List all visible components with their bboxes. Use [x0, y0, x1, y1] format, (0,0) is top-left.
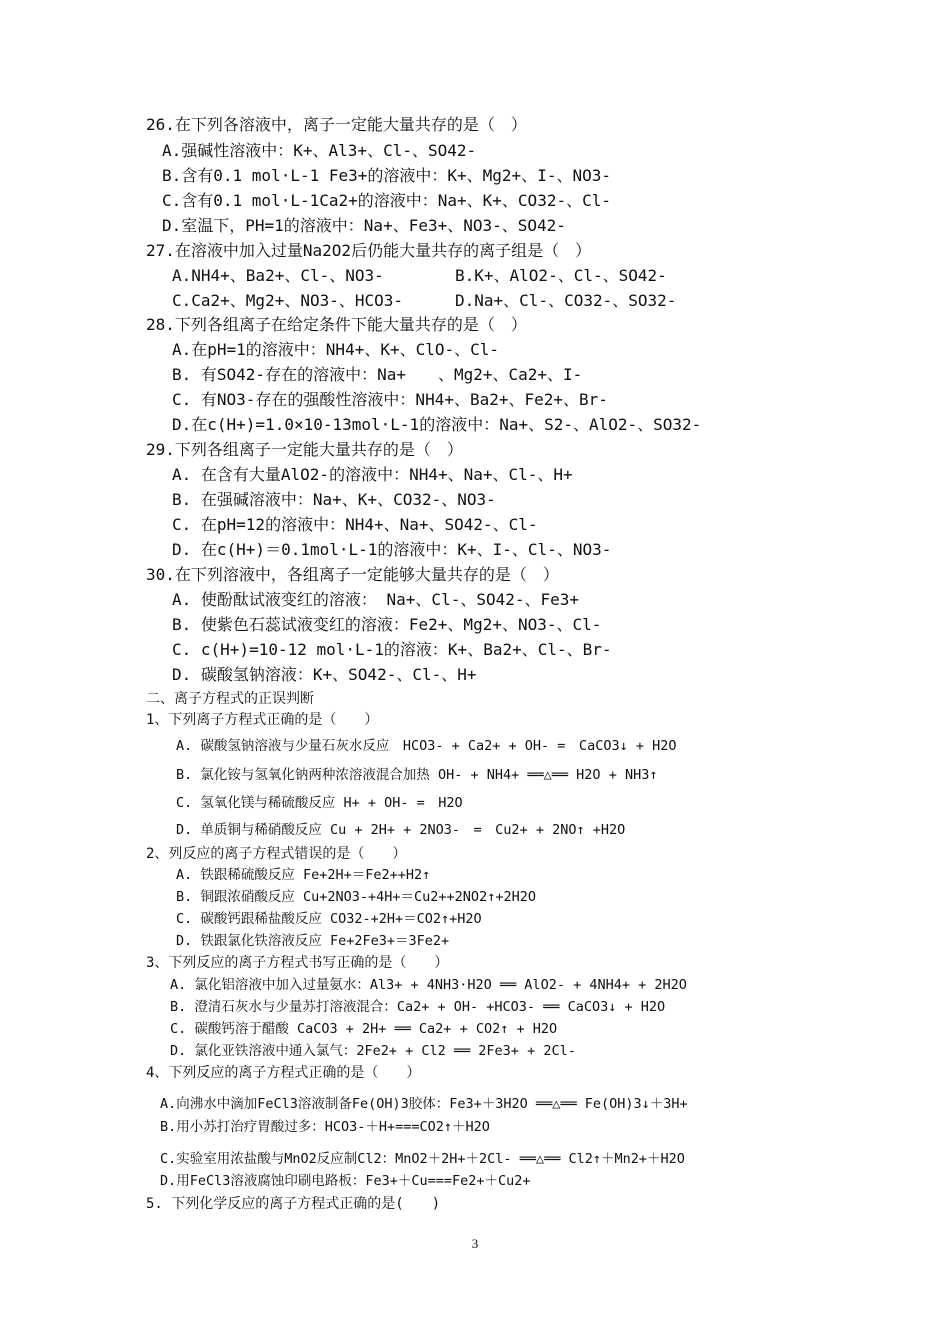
p4-option-b: B.用小苏打治疗胃酸过多：HCO3-＋H+===CO2↑＋H2O	[160, 1119, 490, 1135]
q30-option-b: B. 使紫色石蕊试液变红的溶液：Fe2+、Mg2+、NO3-、Cl-	[172, 615, 602, 634]
q26-option-c: C.含有0.1 mol·L-1Ca2+的溶液中：Na+、K+、CO32-、Cl-	[162, 191, 611, 210]
q28-option-d: D.在c(H+)=1.0×10-13mol·L-1的溶液中：Na+、S2-、AlO2-、SO32-	[172, 415, 702, 434]
page-number: 3	[471, 1236, 479, 1251]
p3-option-c: C. 碳酸钙溶于醋酸 CaCO3 + 2H+ ══ Ca2+ + CO2↑ + H2O	[170, 1021, 558, 1037]
p1-option-c: C. 氢氧化镁与稀硫酸反应 H+ + OH- = H2O	[176, 795, 463, 811]
q29-option-b: B. 在强碱溶液中：Na+、K+、CO32-、NO3-	[172, 490, 496, 509]
q28-option-c: C. 有NO3-存在的强酸性溶液中：NH4+、Ba2+、Fe2+、Br-	[172, 390, 608, 409]
p5-stem: 5. 下列化学反应的离子方程式正确的是( )	[146, 1196, 441, 1212]
q30-option-c: C. c(H+)=10-12 mol·L-1的溶液：K+、Ba2+、Cl-、Br-	[172, 640, 612, 659]
p4-option-c: C.实验室用浓盐酸与MnO2反应制Cl2：MnO2＋2H+＋2Cl- ══△══ Cl2↑＋Mn2+＋H2O	[160, 1151, 685, 1167]
q29-stem: 29.下列各组离子一定能大量共存的是（ ）	[146, 440, 463, 459]
p1-stem: 1、下列离子方程式正确的是（ ）	[146, 712, 379, 728]
p4-option-a: A.向沸水中滴加FeCl3溶液制备Fe(OH)3胶体：Fe3+＋3H2O ══△══ Fe(OH)3↓＋3H+	[160, 1096, 688, 1112]
p4-option-d: D.用FeCl3溶液腐蚀印刷电路板：Fe3+＋Cu===Fe2+＋Cu2+	[160, 1173, 531, 1189]
p4-stem: 4、下列反应的离子方程式正确的是（ ）	[146, 1065, 421, 1081]
section-heading: 二、离子方程式的正误判断	[146, 691, 314, 707]
q30-option-a: A. 使酚酞试液变红的溶液： Na+、Cl-、SO42-、Fe3+	[172, 590, 580, 609]
q27-stem: 27.在溶液中加入过量Na2O2后仍能大量共存的离子组是（ ）	[146, 241, 592, 260]
q26-option-a: A.强碱性溶液中：K+、Al3+、Cl-、SO42-	[162, 141, 477, 160]
q28-option-b: B. 有SO42-存在的溶液中：Na+ 、Mg2+、Ca2+、I-	[172, 365, 583, 384]
q28-stem: 28.下列各组离子在给定条件下能大量共存的是（ ）	[146, 315, 527, 334]
q27-option-a: A.NH4+、Ba2+、Cl-、NO3-	[172, 266, 384, 285]
q29-option-d: D. 在c(H+)＝0.1mol·L-1的溶液中：K+、I-、Cl-、NO3-	[172, 540, 612, 559]
q27-option-c: C.Ca2+、Mg2+、NO3-、HCO3-	[172, 291, 404, 310]
p3-stem: 3、下列反应的离子方程式书写正确的是（ ）	[146, 955, 449, 971]
p1-option-a: A. 碳酸氢钠溶液与少量石灰水反应 HCO3- + Ca2+ + OH- = CaCO3↓ + H2O	[176, 738, 677, 754]
q30-stem: 30.在下列溶液中，各组离子一定能够大量共存的是（ ）	[146, 565, 559, 584]
q27-option-d: D.Na+、Cl-、CO32-、SO32-	[455, 291, 677, 310]
p3-option-d: D. 氯化亚铁溶液中通入氯气：2Fe2+ + Cl2 ══ 2Fe3+ + 2Cl-	[170, 1043, 576, 1059]
q26-option-b: B.含有0.1 mol·L-1 Fe3+的溶液中：K+、Mg2+、I-、NO3-	[162, 166, 611, 185]
p2-stem: 2、列反应的离子方程式错误的是（ ）	[146, 846, 407, 862]
q29-option-c: C. 在pH=12的溶液中：NH4+、Na+、SO42-、Cl-	[172, 515, 538, 534]
p2-option-b: B. 铜跟浓硝酸反应 Cu+2NO3-+4H+＝Cu2++2NO2↑+2H2O	[176, 889, 536, 905]
q26-option-d: D.室温下，PH=1的溶液中：Na+、Fe3+、NO3-、SO42-	[162, 216, 566, 235]
p2-option-c: C. 碳酸钙跟稀盐酸反应 CO32-+2H+＝CO2↑+H2O	[176, 911, 482, 927]
p2-option-d: D. 铁跟氯化铁溶液反应 Fe+2Fe3+＝3Fe2+	[176, 933, 450, 949]
p1-option-d: D. 单质铜与稀硝酸反应 Cu + 2H+ + 2NO3- = Cu2+ + 2NO↑ +H2O	[176, 822, 626, 838]
p2-option-a: A. 铁跟稀硫酸反应 Fe+2H+＝Fe2++H2↑	[176, 867, 431, 883]
p1-option-b: B. 氯化铵与氢氧化钠两种浓溶液混合加热 OH- + NH4+ ══△══ H2O + NH3↑	[176, 767, 658, 783]
p3-option-b: B. 澄清石灰水与少量苏打溶液混合：Ca2+ + OH- +HCO3- ══ CaCO3↓ + H2O	[170, 999, 666, 1015]
q28-option-a: A.在pH=1的溶液中：NH4+、K+、ClO-、Cl-	[172, 340, 500, 359]
q26-stem: 26.在下列各溶液中，离子一定能大量共存的是（ ）	[146, 115, 527, 134]
q27-option-b: B.K+、AlO2-、Cl-、SO42-	[455, 266, 667, 285]
q29-option-a: A. 在含有大量AlO2-的溶液中：NH4+、Na+、Cl-、H+	[172, 465, 573, 484]
p3-option-a: A. 氯化铝溶液中加入过量氨水：Al3+ + 4NH3·H2O ══ AlO2- + 4NH4+ + 2H2O	[170, 977, 687, 993]
q30-option-d: D. 碳酸氢钠溶液：K+、SO42-、Cl-、H+	[172, 665, 477, 684]
